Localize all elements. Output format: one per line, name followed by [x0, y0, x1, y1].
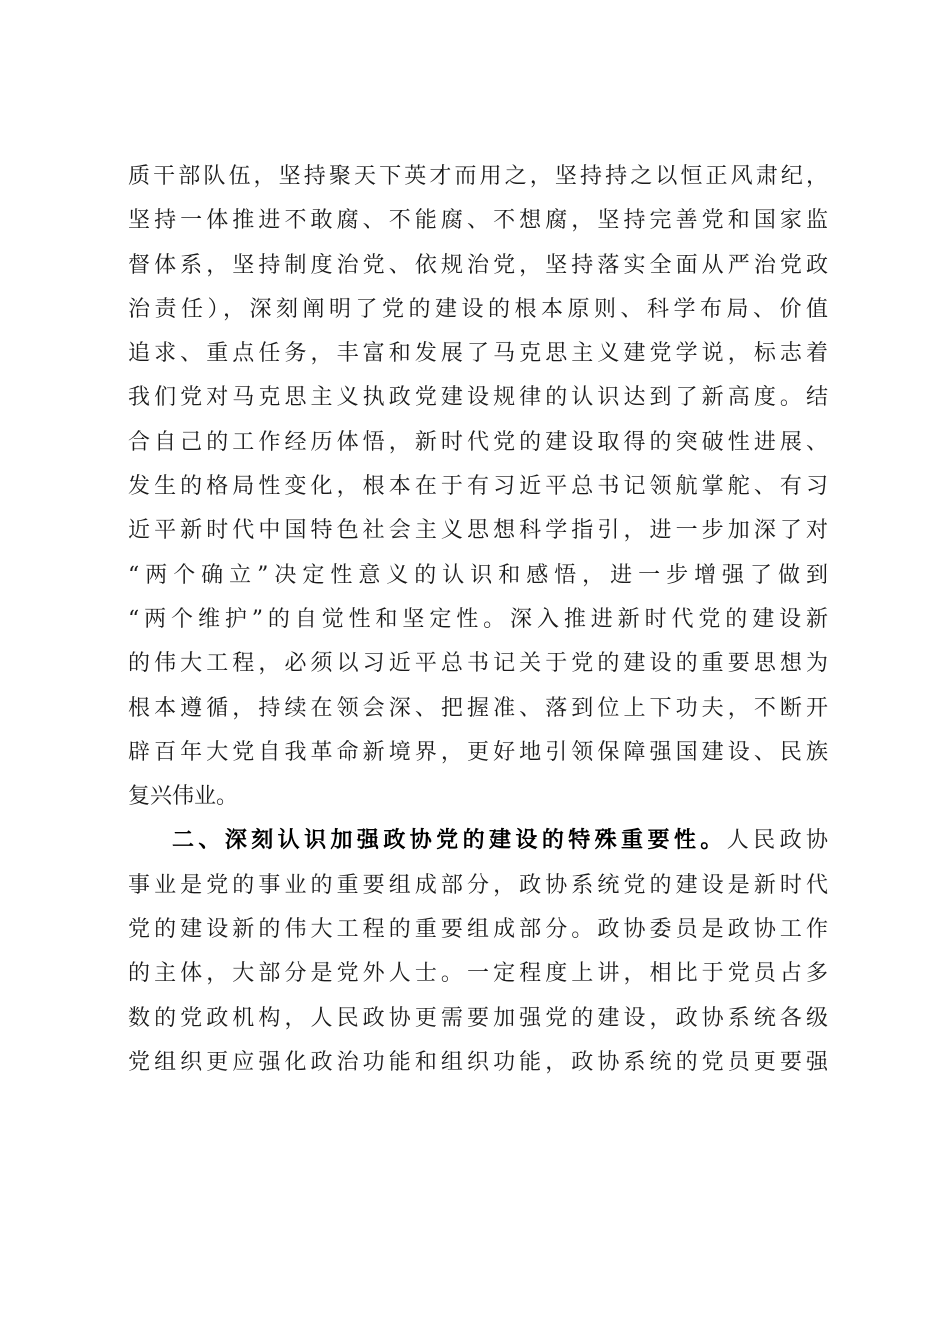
section-heading: 二、深刻认识加强政协党的建设的特殊重要性。 [172, 828, 727, 854]
text-line: 党组织更应强化政治功能和组织功能，政协系统的党员更要强 [128, 1049, 828, 1075]
text-line: 复兴伟业。 [128, 784, 239, 810]
text-line: 发生的格局性变化，根本在于有习近平总书记领航掌舵、有习 [128, 474, 828, 500]
text-line: 的主体，大部分是党外人士。一定程度上讲，相比于党员占多 [128, 961, 828, 987]
text-line: “两个确立”决定性意义的认识和感悟，进一步增强了做到 [128, 562, 828, 588]
paragraph-2 [128, 819, 828, 1085]
text-line: 合自己的工作经历体悟，新时代党的建设取得的突破性进展、 [128, 429, 828, 455]
text-line: 追求、重点任务，丰富和发展了马克思主义建党学说，标志着 [128, 341, 828, 367]
text-line: 督体系，坚持制度治党、依规治党，坚持落实全面从严治党政 [128, 252, 828, 278]
text-line: 根本遵循，持续在领会深、把握准、落到位上下功夫，不断开 [128, 695, 828, 721]
text-line: 的伟大工程，必须以习近平总书记关于党的建设的重要思想为 [128, 651, 828, 677]
text-line: “两个维护”的自觉性和坚定性。深入推进新时代党的建设新 [128, 606, 828, 632]
text-line: 我们党对马克思主义执政党建设规律的认识达到了新高度。结 [128, 385, 828, 411]
text-line: 事业是党的事业的重要组成部分，政协系统党的建设是新时代 [128, 872, 828, 898]
text-line: 辟百年大党自我革命新境界，更好地引领保障强国建设、民族 [128, 739, 828, 765]
heading-continuation: 人民政协 [726, 828, 828, 854]
text-line: 质干部队伍，坚持聚天下英才而用之，坚持持之以恒正风肃纪， [128, 164, 828, 189]
paragraph-1 [128, 155, 828, 819]
body-text [128, 155, 828, 1085]
text-line: 党的建设新的伟大工程的重要组成部分。政协委员是政协工作 [128, 917, 828, 943]
text-line: 数的党政机构，人民政协更需要加强党的建设，政协系统各级 [128, 1005, 828, 1031]
text-line: 近平新时代中国特色社会主义思想科学指引，进一步加深了对 [128, 518, 828, 544]
text-line: 坚持一体推进不敢腐、不能腐、不想腐，坚持完善党和国家监 [128, 208, 828, 234]
text-line [128, 819, 828, 863]
text-line: 治责任），深刻阐明了党的建设的根本原则、科学布局、价值 [128, 296, 828, 322]
